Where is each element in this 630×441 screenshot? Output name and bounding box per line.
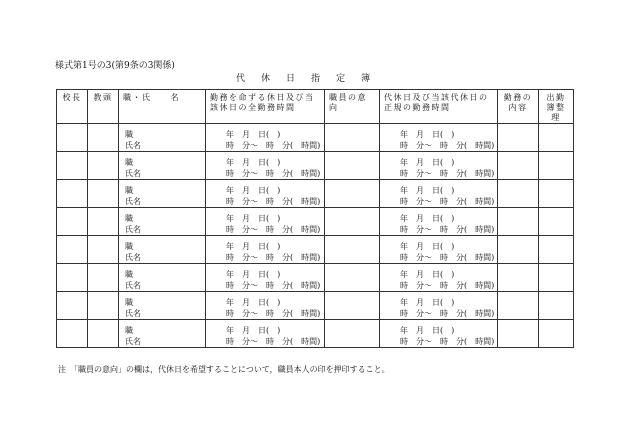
work-hours-text: 時 分～ 時 分( 時間) xyxy=(226,309,321,318)
staff-intent-cell[interactable] xyxy=(325,292,380,320)
column-header-name: 職・氏 名 xyxy=(119,90,206,124)
work-time-cell xyxy=(206,292,325,320)
post-text: 職 xyxy=(125,158,133,167)
work-time-cell xyxy=(206,208,325,236)
column-header-comp-time: 代休日及び当該代休日の正規の勤務時間 xyxy=(380,90,498,124)
staff-intent-cell[interactable] xyxy=(325,236,380,264)
work-content-cell[interactable] xyxy=(498,264,539,292)
staff-intent-cell[interactable] xyxy=(325,124,380,152)
comp-hours-text: 時 分～ 時 分( 時間) xyxy=(400,281,495,290)
work-time-cell xyxy=(206,180,325,208)
comp-date-text: 年 月 日( ) xyxy=(400,298,455,307)
vice-principal-seal-cell[interactable] xyxy=(88,236,119,264)
principal-seal-cell[interactable] xyxy=(57,320,88,348)
work-date-text: 年 月 日( ) xyxy=(226,242,281,251)
name-text: 氏名 xyxy=(125,169,141,178)
work-content-cell[interactable] xyxy=(498,124,539,152)
table-header-row xyxy=(57,90,574,124)
vice-principal-seal-cell[interactable] xyxy=(88,124,119,152)
principal-seal-cell[interactable] xyxy=(57,180,88,208)
name-text: 氏名 xyxy=(125,141,141,150)
work-hours-text: 時 分～ 時 分( 時間) xyxy=(226,197,321,206)
comp-date-text: 年 月 日( ) xyxy=(400,186,455,195)
staff-intent-cell[interactable] xyxy=(325,152,380,180)
name-text: 氏名 xyxy=(125,309,141,318)
principal-seal-cell[interactable] xyxy=(57,292,88,320)
name-cell xyxy=(119,236,206,264)
work-hours-text: 時 分～ 時 分( 時間) xyxy=(226,141,321,150)
comp-time-cell xyxy=(380,152,498,180)
work-hours-text: 時 分～ 時 分( 時間) xyxy=(226,281,321,290)
work-date-text: 年 月 日( ) xyxy=(226,158,281,167)
vice-principal-seal-cell[interactable] xyxy=(88,320,119,348)
comp-time-cell xyxy=(380,264,498,292)
table-row xyxy=(57,292,574,320)
table-row xyxy=(57,152,574,180)
comp-date-text: 年 月 日( ) xyxy=(400,130,455,139)
comp-time-cell xyxy=(380,180,498,208)
staff-intent-cell[interactable] xyxy=(325,320,380,348)
staff-intent-cell[interactable] xyxy=(325,180,380,208)
comp-hours-text: 時 分～ 時 分( 時間) xyxy=(400,225,495,234)
comp-hours-text: 時 分～ 時 分( 時間) xyxy=(400,197,495,206)
clerk-cell[interactable] xyxy=(539,292,574,320)
work-date-text: 年 月 日( ) xyxy=(226,298,281,307)
title-character: 簿 xyxy=(361,74,371,84)
clerk-cell[interactable] xyxy=(539,124,574,152)
name-text: 氏名 xyxy=(125,197,141,206)
comp-hours-text: 時 分～ 時 分( 時間) xyxy=(400,309,495,318)
principal-seal-cell[interactable] xyxy=(57,264,88,292)
vice-principal-seal-cell[interactable] xyxy=(88,264,119,292)
clerk-cell[interactable] xyxy=(539,152,574,180)
comp-time-cell xyxy=(380,236,498,264)
post-text: 職 xyxy=(125,270,133,279)
comp-date-text: 年 月 日( ) xyxy=(400,270,455,279)
comp-date-text: 年 月 日( ) xyxy=(400,326,455,335)
comp-hours-text: 時 分～ 時 分( 時間) xyxy=(400,337,495,346)
work-date-text: 年 月 日( ) xyxy=(226,186,281,195)
comp-time-cell xyxy=(380,320,498,348)
column-header-clerk: 出勤簿整理 xyxy=(539,90,574,124)
title-character: 休 xyxy=(261,74,271,84)
comp-hours-text: 時 分～ 時 分( 時間) xyxy=(400,169,495,178)
table-row xyxy=(57,320,574,348)
post-text: 職 xyxy=(125,214,133,223)
principal-seal-cell[interactable] xyxy=(57,152,88,180)
work-time-cell xyxy=(206,264,325,292)
name-cell xyxy=(119,264,206,292)
name-text: 氏名 xyxy=(125,337,141,346)
work-content-cell[interactable] xyxy=(498,320,539,348)
title-character: 代 xyxy=(236,74,246,84)
column-header-work-content: 勤務の内容 xyxy=(498,90,539,124)
post-text: 職 xyxy=(125,186,133,195)
work-hours-text: 時 分～ 時 分( 時間) xyxy=(226,337,321,346)
work-date-text: 年 月 日( ) xyxy=(226,270,281,279)
column-header-staff-intent: 職員の意向 xyxy=(325,90,380,124)
name-cell xyxy=(119,208,206,236)
work-time-cell xyxy=(206,320,325,348)
clerk-cell[interactable] xyxy=(539,320,574,348)
comp-hours-text: 時 分～ 時 分( 時間) xyxy=(400,253,495,262)
work-hours-text: 時 分～ 時 分( 時間) xyxy=(226,225,321,234)
title-character: 日 xyxy=(286,74,296,84)
column-header-principal: 校長 xyxy=(57,90,88,124)
work-time-cell xyxy=(206,236,325,264)
comp-date-text: 年 月 日( ) xyxy=(400,214,455,223)
name-cell xyxy=(119,124,206,152)
table-row xyxy=(57,124,574,152)
name-cell xyxy=(119,320,206,348)
table-row xyxy=(57,264,574,292)
table-row xyxy=(57,180,574,208)
clerk-cell[interactable] xyxy=(539,208,574,236)
clerk-cell[interactable] xyxy=(539,236,574,264)
work-date-text: 年 月 日( ) xyxy=(226,130,281,139)
post-text: 職 xyxy=(125,130,133,139)
vice-principal-seal-cell[interactable] xyxy=(88,152,119,180)
principal-seal-cell[interactable] xyxy=(57,124,88,152)
comp-date-text: 年 月 日( ) xyxy=(400,242,455,251)
work-date-text: 年 月 日( ) xyxy=(226,326,281,335)
compensatory-holiday-register-table xyxy=(56,89,574,348)
form-identifier: 様式第1号の3(第9条の3関係) xyxy=(55,61,175,71)
post-text: 職 xyxy=(125,242,133,251)
comp-hours-text: 時 分～ 時 分( 時間) xyxy=(400,141,495,150)
comp-time-cell xyxy=(380,124,498,152)
work-content-cell[interactable] xyxy=(498,208,539,236)
name-text: 氏名 xyxy=(125,225,141,234)
table-row xyxy=(57,208,574,236)
staff-intent-cell[interactable] xyxy=(325,264,380,292)
name-cell xyxy=(119,180,206,208)
name-cell xyxy=(119,152,206,180)
document-title xyxy=(236,71,370,84)
title-character: 指 xyxy=(311,74,321,84)
principal-seal-cell[interactable] xyxy=(57,236,88,264)
comp-time-cell xyxy=(380,292,498,320)
work-date-text: 年 月 日( ) xyxy=(226,214,281,223)
post-text: 職 xyxy=(125,298,133,307)
work-time-cell xyxy=(206,152,325,180)
register-body xyxy=(57,124,574,348)
clerk-cell[interactable] xyxy=(539,180,574,208)
name-text: 氏名 xyxy=(125,253,141,262)
vice-principal-seal-cell[interactable] xyxy=(88,180,119,208)
work-content-cell[interactable] xyxy=(498,236,539,264)
work-content-cell[interactable] xyxy=(498,152,539,180)
work-hours-text: 時 分～ 時 分( 時間) xyxy=(226,253,321,262)
name-cell xyxy=(119,292,206,320)
work-time-cell xyxy=(206,124,325,152)
work-hours-text: 時 分～ 時 分( 時間) xyxy=(226,169,321,178)
post-text: 職 xyxy=(125,326,133,335)
footnote: 注 「職員の意向」の欄は，代休日を希望することについて，職員本人の印を押印すること。 xyxy=(58,365,390,374)
work-content-cell[interactable] xyxy=(498,180,539,208)
principal-seal-cell[interactable] xyxy=(57,208,88,236)
vice-principal-seal-cell[interactable] xyxy=(88,292,119,320)
table-row xyxy=(57,236,574,264)
vice-principal-seal-cell[interactable] xyxy=(88,208,119,236)
work-content-cell[interactable] xyxy=(498,292,539,320)
column-header-work-time: 勤務を命ずる休日及び当該休日の全勤務時間 xyxy=(206,90,325,124)
column-header-vice-principal: 教頭 xyxy=(88,90,119,124)
staff-intent-cell[interactable] xyxy=(325,208,380,236)
clerk-cell[interactable] xyxy=(539,264,574,292)
name-text: 氏名 xyxy=(125,281,141,290)
comp-time-cell xyxy=(380,208,498,236)
title-character: 定 xyxy=(336,74,346,84)
comp-date-text: 年 月 日( ) xyxy=(400,158,455,167)
